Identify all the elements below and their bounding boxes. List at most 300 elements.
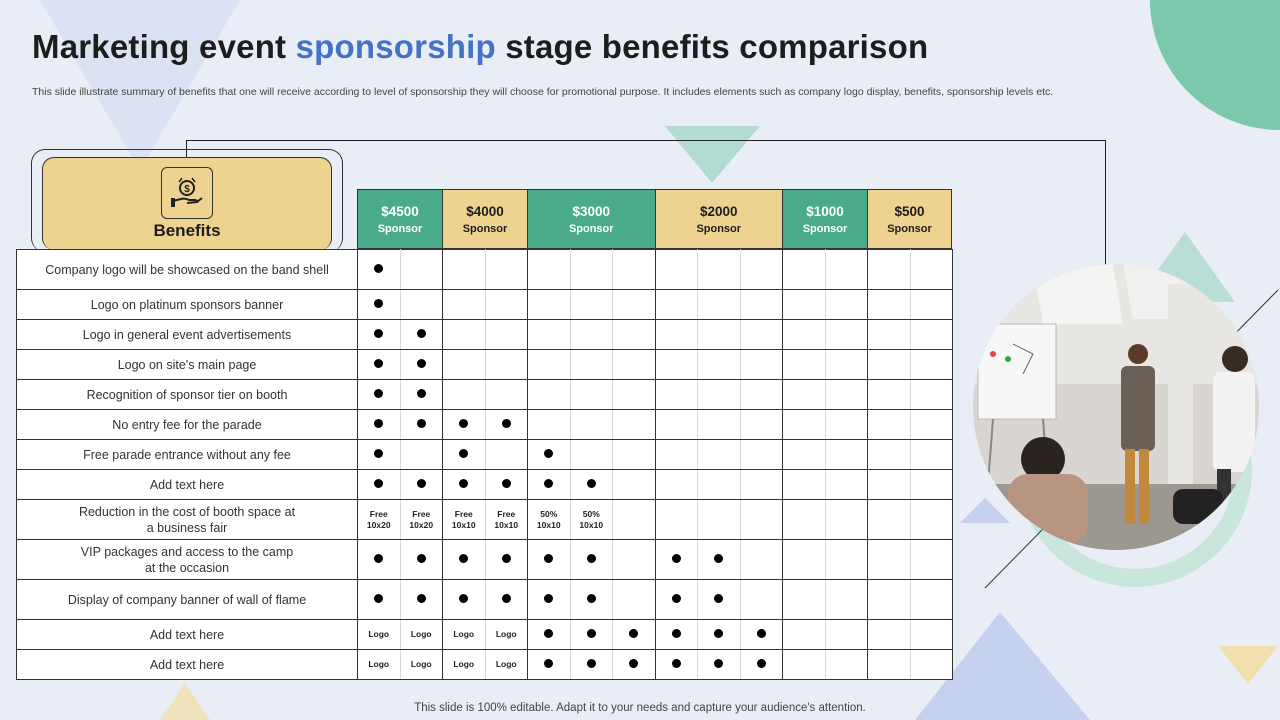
table-cell bbox=[740, 580, 783, 620]
table-cell bbox=[613, 650, 656, 680]
table-row bbox=[17, 580, 953, 620]
table-cell bbox=[613, 620, 656, 650]
check-dot bbox=[714, 594, 723, 603]
check-dot bbox=[417, 419, 426, 428]
table-cell bbox=[740, 440, 783, 470]
table-cell bbox=[443, 380, 486, 410]
table-cell bbox=[443, 580, 486, 620]
check-dot bbox=[587, 554, 596, 563]
table-cell bbox=[740, 500, 783, 540]
benefit-label: Add text here bbox=[17, 650, 358, 680]
table-cell bbox=[570, 580, 613, 620]
table-cell bbox=[528, 410, 571, 440]
table-cell bbox=[613, 320, 656, 350]
table-cell bbox=[485, 410, 528, 440]
check-dot bbox=[374, 299, 383, 308]
table-cell bbox=[698, 320, 741, 350]
table-row bbox=[17, 470, 953, 500]
table-cell bbox=[570, 320, 613, 350]
cell-text: Logo bbox=[368, 629, 390, 639]
table-cell bbox=[740, 650, 783, 680]
check-dot bbox=[374, 449, 383, 458]
table-cell bbox=[443, 470, 486, 500]
table-cell bbox=[570, 650, 613, 680]
check-dot bbox=[374, 419, 383, 428]
table-cell bbox=[528, 650, 571, 680]
table-cell bbox=[910, 500, 953, 540]
check-dot bbox=[417, 479, 426, 488]
check-dot bbox=[629, 659, 638, 668]
table-cell bbox=[485, 620, 528, 650]
table-cell bbox=[528, 380, 571, 410]
table-cell bbox=[868, 470, 911, 500]
table-cell bbox=[740, 350, 783, 380]
table-cell bbox=[783, 580, 826, 620]
table-cell bbox=[698, 250, 741, 290]
table-cell bbox=[825, 500, 868, 540]
benefits-comparison-table bbox=[16, 249, 953, 680]
benefit-label: No entry fee for the parade bbox=[17, 410, 358, 440]
title-part1: Marketing event bbox=[32, 28, 296, 65]
table-cell bbox=[485, 440, 528, 470]
check-dot bbox=[502, 594, 511, 603]
tier-label: Sponsor bbox=[696, 222, 742, 235]
check-dot bbox=[544, 479, 553, 488]
table-cell bbox=[783, 410, 826, 440]
benefit-label: Reduction in the cost of booth space at a business fair bbox=[17, 500, 358, 540]
table-cell bbox=[868, 650, 911, 680]
table-cell bbox=[783, 250, 826, 290]
cell-text: Free 10x10 bbox=[494, 508, 519, 530]
table-cell bbox=[655, 650, 698, 680]
table-cell bbox=[868, 320, 911, 350]
check-dot bbox=[502, 479, 511, 488]
table-cell bbox=[400, 500, 443, 540]
check-dot bbox=[374, 359, 383, 368]
check-dot bbox=[459, 554, 468, 563]
table-cell bbox=[910, 540, 953, 580]
table-cell bbox=[485, 250, 528, 290]
table-cell bbox=[528, 440, 571, 470]
table-cell bbox=[655, 250, 698, 290]
check-dot bbox=[374, 594, 383, 603]
check-dot bbox=[374, 389, 383, 398]
benefit-label: Add text here bbox=[17, 620, 358, 650]
check-dot bbox=[544, 449, 553, 458]
check-dot bbox=[672, 659, 681, 668]
table-cell bbox=[698, 500, 741, 540]
money-hand-icon bbox=[169, 175, 205, 211]
table-cell bbox=[358, 620, 401, 650]
cell-text: Free 10x20 bbox=[366, 508, 391, 530]
tier-label: Sponsor bbox=[568, 222, 614, 235]
table-cell bbox=[613, 410, 656, 440]
cell-text: Free 10x10 bbox=[451, 508, 476, 530]
table-cell bbox=[358, 410, 401, 440]
table-cell bbox=[485, 580, 528, 620]
table-cell bbox=[698, 470, 741, 500]
check-dot bbox=[672, 554, 681, 563]
benefit-label: Display of company banner of wall of flame bbox=[17, 580, 358, 620]
table-cell bbox=[528, 540, 571, 580]
table-cell bbox=[570, 500, 613, 540]
table-cell bbox=[910, 620, 953, 650]
table-cell bbox=[528, 470, 571, 500]
table-cell bbox=[485, 470, 528, 500]
table-cell bbox=[825, 290, 868, 320]
benefit-label: Logo in general event advertisements bbox=[17, 320, 358, 350]
table-cell bbox=[570, 440, 613, 470]
table-cell bbox=[783, 320, 826, 350]
table-cell bbox=[783, 380, 826, 410]
cell-text: Logo bbox=[495, 629, 517, 639]
table-cell bbox=[443, 350, 486, 380]
table-cell bbox=[443, 410, 486, 440]
table-cell bbox=[358, 540, 401, 580]
table-cell bbox=[698, 440, 741, 470]
check-dot bbox=[672, 594, 681, 603]
table-cell bbox=[783, 500, 826, 540]
table-row bbox=[17, 350, 953, 380]
table-cell bbox=[825, 540, 868, 580]
cell-text: Logo bbox=[368, 659, 390, 669]
table-row bbox=[17, 320, 953, 350]
check-dot bbox=[374, 554, 383, 563]
table-cell bbox=[783, 350, 826, 380]
table-cell bbox=[910, 410, 953, 440]
table-cell bbox=[443, 650, 486, 680]
table-cell bbox=[400, 540, 443, 580]
page-footer: This slide is 100% editable. Adapt it to your needs and capture your audience's attention. bbox=[414, 702, 866, 714]
table-cell bbox=[358, 250, 401, 290]
cell-text: Logo bbox=[410, 629, 432, 639]
cell-text: Logo bbox=[410, 659, 432, 669]
table-cell bbox=[698, 620, 741, 650]
table-cell bbox=[528, 580, 571, 620]
table-cell bbox=[358, 650, 401, 680]
check-dot bbox=[587, 629, 596, 638]
table-cell bbox=[358, 580, 401, 620]
table-cell bbox=[485, 650, 528, 680]
table-cell bbox=[358, 290, 401, 320]
table-row bbox=[17, 380, 953, 410]
table-cell bbox=[655, 350, 698, 380]
table-cell bbox=[740, 410, 783, 440]
table-cell bbox=[698, 350, 741, 380]
check-dot bbox=[417, 389, 426, 398]
presentation-photo bbox=[973, 264, 1259, 550]
check-dot bbox=[714, 554, 723, 563]
table-cell bbox=[443, 540, 486, 580]
tier-amount: $4000 bbox=[466, 203, 504, 219]
table-row bbox=[17, 650, 953, 680]
check-dot bbox=[459, 449, 468, 458]
table-cell bbox=[868, 540, 911, 580]
table-cell bbox=[740, 250, 783, 290]
table-cell bbox=[910, 440, 953, 470]
table-cell bbox=[400, 470, 443, 500]
table-cell bbox=[740, 540, 783, 580]
table-cell bbox=[570, 350, 613, 380]
table-cell bbox=[910, 320, 953, 350]
table-cell bbox=[613, 380, 656, 410]
table-row bbox=[17, 410, 953, 440]
table-cell bbox=[825, 350, 868, 380]
table-cell bbox=[698, 580, 741, 620]
cell-text: 50% 10x10 bbox=[536, 508, 561, 530]
tier-header-2 bbox=[527, 189, 655, 249]
decor-triangle-blue-left bbox=[960, 498, 1010, 523]
table-cell bbox=[698, 290, 741, 320]
benefits-icon-box bbox=[161, 167, 213, 219]
table-cell bbox=[910, 350, 953, 380]
benefit-label: Logo on platinum sponsors banner bbox=[17, 290, 358, 320]
table-cell bbox=[825, 250, 868, 290]
check-dot bbox=[544, 594, 553, 603]
table-cell bbox=[443, 620, 486, 650]
benefit-label: Free parade entrance without any fee bbox=[17, 440, 358, 470]
decor-triangle-tan-bottom bbox=[1218, 646, 1278, 684]
table-cell bbox=[783, 470, 826, 500]
table-cell bbox=[825, 320, 868, 350]
table-cell bbox=[740, 320, 783, 350]
check-dot bbox=[417, 594, 426, 603]
table-cell bbox=[528, 620, 571, 650]
table-cell bbox=[528, 350, 571, 380]
table-cell bbox=[868, 290, 911, 320]
table-cell bbox=[400, 410, 443, 440]
table-cell bbox=[485, 350, 528, 380]
table-cell bbox=[740, 290, 783, 320]
table-cell bbox=[910, 380, 953, 410]
table-cell bbox=[400, 380, 443, 410]
table-cell bbox=[358, 320, 401, 350]
table-cell bbox=[358, 440, 401, 470]
table-cell bbox=[655, 470, 698, 500]
table-cell bbox=[485, 540, 528, 580]
tier-header-4 bbox=[782, 189, 867, 249]
tier-label: Sponsor bbox=[462, 222, 508, 235]
table-cell bbox=[740, 470, 783, 500]
check-dot bbox=[374, 479, 383, 488]
table-cell bbox=[868, 380, 911, 410]
table-cell bbox=[655, 580, 698, 620]
cell-text: Free 10x20 bbox=[409, 508, 434, 530]
table-cell bbox=[825, 440, 868, 470]
table-cell bbox=[570, 410, 613, 440]
table-cell bbox=[400, 350, 443, 380]
table-cell bbox=[613, 440, 656, 470]
tier-label: Sponsor bbox=[377, 222, 423, 235]
table-cell bbox=[485, 290, 528, 320]
table-cell bbox=[655, 410, 698, 440]
benefits-header-card bbox=[42, 157, 332, 250]
table-cell bbox=[400, 250, 443, 290]
table-cell bbox=[400, 440, 443, 470]
table-cell bbox=[783, 620, 826, 650]
table-cell bbox=[868, 620, 911, 650]
table-cell bbox=[358, 350, 401, 380]
table-cell bbox=[400, 320, 443, 350]
cell-text: 50% 10x10 bbox=[579, 508, 604, 530]
benefit-label: Logo on site's main page bbox=[17, 350, 358, 380]
table-cell bbox=[443, 250, 486, 290]
table-cell bbox=[613, 290, 656, 320]
svg-text:$: $ bbox=[184, 184, 190, 195]
table-row bbox=[17, 290, 953, 320]
check-dot bbox=[374, 329, 383, 338]
check-dot bbox=[502, 419, 511, 428]
tier-amount: $4500 bbox=[381, 203, 419, 219]
table-cell bbox=[655, 500, 698, 540]
tier-header-1 bbox=[442, 189, 527, 249]
table-cell bbox=[698, 650, 741, 680]
table-row bbox=[17, 250, 953, 290]
table-cell bbox=[825, 580, 868, 620]
table-cell bbox=[825, 410, 868, 440]
table-cell bbox=[400, 650, 443, 680]
tier-header-0 bbox=[357, 189, 442, 249]
table-cell bbox=[655, 540, 698, 580]
meeting-illustration bbox=[973, 264, 1259, 550]
table-cell bbox=[613, 250, 656, 290]
table-cell bbox=[443, 320, 486, 350]
table-cell bbox=[783, 290, 826, 320]
table-cell bbox=[528, 290, 571, 320]
table-row bbox=[17, 500, 953, 540]
table-cell bbox=[910, 250, 953, 290]
table-cell bbox=[485, 320, 528, 350]
benefit-label: Add text here bbox=[17, 470, 358, 500]
table-cell bbox=[358, 380, 401, 410]
tier-label: Sponsor bbox=[802, 222, 848, 235]
tier-label: Sponsor bbox=[887, 222, 932, 235]
tier-header-3 bbox=[655, 189, 783, 249]
table-cell bbox=[655, 620, 698, 650]
check-dot bbox=[417, 329, 426, 338]
table-cell bbox=[613, 470, 656, 500]
check-dot bbox=[629, 629, 638, 638]
table-cell bbox=[740, 620, 783, 650]
table-cell bbox=[868, 350, 911, 380]
tier-amount: $500 bbox=[894, 203, 925, 219]
check-dot bbox=[714, 659, 723, 668]
tier-amount: $3000 bbox=[572, 203, 611, 219]
check-dot bbox=[417, 554, 426, 563]
table-cell bbox=[570, 290, 613, 320]
table-cell bbox=[528, 500, 571, 540]
table-cell bbox=[570, 540, 613, 580]
table-cell bbox=[400, 290, 443, 320]
check-dot bbox=[459, 594, 468, 603]
tier-amount: $1000 bbox=[806, 203, 844, 219]
table-cell bbox=[910, 290, 953, 320]
table-cell bbox=[570, 470, 613, 500]
benefit-label: Recognition of sponsor tier on booth bbox=[17, 380, 358, 410]
table-cell bbox=[443, 440, 486, 470]
check-dot bbox=[544, 554, 553, 563]
table-cell bbox=[868, 410, 911, 440]
page-title bbox=[32, 28, 928, 66]
cell-text: Logo bbox=[453, 659, 475, 669]
benefit-label: Company logo will be showcased on the band shell bbox=[17, 250, 358, 290]
tier-amount: $2000 bbox=[699, 203, 738, 219]
tier-header-5 bbox=[867, 189, 952, 249]
page-subtitle: This slide illustrate summary of benefits that one will receive according to level of sponsorship they will choose for promotional purpose. It includes elements such as company logo display, benefits, sponsorship levels etc. bbox=[32, 86, 1054, 98]
table-cell bbox=[528, 320, 571, 350]
table-cell bbox=[613, 350, 656, 380]
table-cell bbox=[740, 380, 783, 410]
table-row bbox=[17, 620, 953, 650]
table-cell bbox=[868, 500, 911, 540]
cell-text: Logo bbox=[495, 659, 517, 669]
check-dot bbox=[374, 264, 383, 273]
table-cell bbox=[783, 650, 826, 680]
table-cell bbox=[443, 290, 486, 320]
table-cell bbox=[910, 470, 953, 500]
table-cell bbox=[868, 440, 911, 470]
table-cell bbox=[613, 580, 656, 620]
check-dot bbox=[672, 629, 681, 638]
table-cell bbox=[655, 380, 698, 410]
table-cell bbox=[783, 540, 826, 580]
check-dot bbox=[459, 419, 468, 428]
table-cell bbox=[655, 440, 698, 470]
check-dot bbox=[587, 659, 596, 668]
check-dot bbox=[459, 479, 468, 488]
check-dot bbox=[587, 479, 596, 488]
table-cell bbox=[485, 380, 528, 410]
table-cell bbox=[910, 580, 953, 620]
decor-circle-topright bbox=[1150, 0, 1280, 130]
table-cell bbox=[528, 250, 571, 290]
table-cell bbox=[698, 410, 741, 440]
table-cell bbox=[613, 540, 656, 580]
table-row bbox=[17, 540, 953, 580]
table-cell bbox=[485, 500, 528, 540]
table-cell bbox=[825, 620, 868, 650]
check-dot bbox=[502, 554, 511, 563]
table-cell bbox=[400, 620, 443, 650]
table-cell bbox=[825, 380, 868, 410]
cell-text: Logo bbox=[453, 629, 475, 639]
table-cell bbox=[698, 380, 741, 410]
table-cell bbox=[613, 500, 656, 540]
benefits-header-label: Benefits bbox=[153, 221, 221, 240]
table-cell bbox=[358, 470, 401, 500]
table-cell bbox=[783, 440, 826, 470]
table-cell bbox=[655, 320, 698, 350]
table-cell bbox=[868, 580, 911, 620]
title-part2: stage benefits comparison bbox=[495, 28, 929, 65]
table-cell bbox=[400, 580, 443, 620]
table-cell bbox=[570, 250, 613, 290]
check-dot bbox=[757, 629, 766, 638]
table-cell bbox=[825, 470, 868, 500]
sponsor-tier-header bbox=[357, 189, 952, 249]
check-dot bbox=[544, 629, 553, 638]
check-dot bbox=[587, 594, 596, 603]
check-dot bbox=[714, 629, 723, 638]
check-dot bbox=[417, 359, 426, 368]
table-cell bbox=[443, 500, 486, 540]
title-highlight: sponsorship bbox=[295, 28, 496, 65]
table-cell bbox=[655, 290, 698, 320]
table-cell bbox=[358, 500, 401, 540]
table-cell bbox=[570, 620, 613, 650]
check-dot bbox=[757, 659, 766, 668]
check-dot bbox=[544, 659, 553, 668]
